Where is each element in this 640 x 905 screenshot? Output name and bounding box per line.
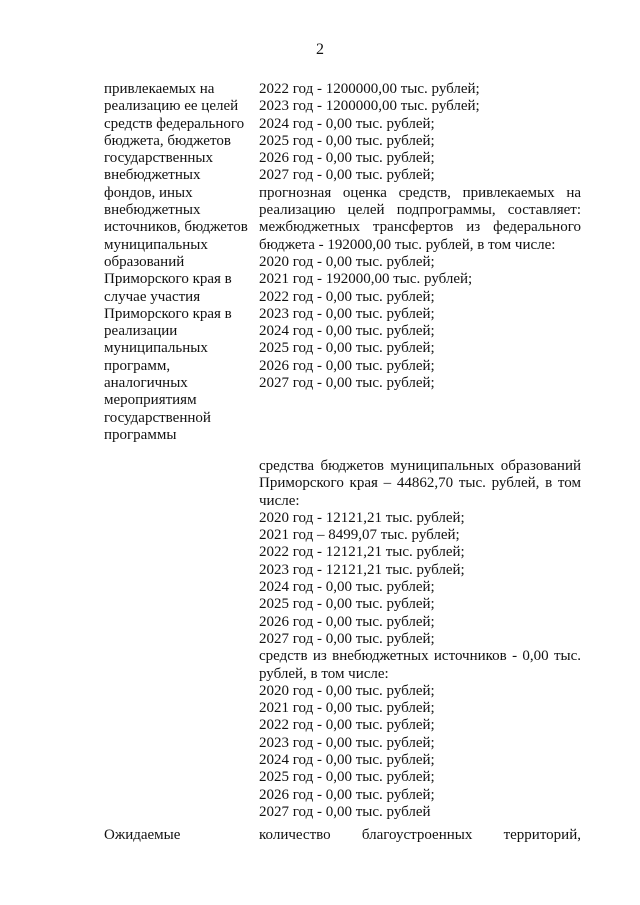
funding-year-line: 2020 год - 12121,21 тыс. рублей;	[259, 509, 465, 526]
left-label-line: фондов, иных	[104, 184, 193, 201]
funding-year-line: 2022 год - 12121,21 тыс. рублей;	[259, 544, 465, 561]
funding-year-line: 2022 год - 0,00 тыс. рублей;	[259, 288, 435, 305]
funding-block-federal	[259, 81, 581, 392]
left-label-line: аналогичных	[104, 375, 188, 392]
left-label-line: мероприятиям	[104, 392, 197, 409]
funding-year-line: 2020 год - 0,00 тыс. рублей;	[259, 682, 435, 699]
left-label-line: реализацию ее целей	[104, 98, 239, 115]
funding-year-line: 2023 год - 1200000,00 тыс. рублей;	[259, 98, 480, 115]
funding-year-line: 2025 год - 0,00 тыс. рублей;	[259, 769, 435, 786]
funding-year-line: 2025 год - 0,00 тыс. рублей;	[259, 132, 435, 149]
municipal-paragraph: средства бюджетов муниципальных образований Приморского края – 44862,70 тыс. рублей, в том числе:	[259, 458, 581, 509]
funding-year-line: 2022 год - 0,00 тыс. рублей;	[259, 717, 435, 734]
funding-year-line: 2024 год - 0,00 тыс. рублей;	[259, 323, 435, 340]
extrabudget-paragraph: средств из внебюджетных источников - 0,00 тыс. рублей, в том числе:	[259, 648, 581, 682]
funding-year-line: 2021 год - 192000,00 тыс. рублей;	[259, 271, 473, 288]
funding-year-line: 2027 год - 0,00 тыс. рублей	[259, 803, 431, 820]
left-label-line: программ,	[104, 357, 171, 374]
funding-year-line: 2022 год - 1200000,00 тыс. рублей;	[259, 81, 480, 97]
left-column-label	[104, 81, 254, 444]
left-label-line: Приморского края в	[104, 271, 232, 288]
funding-year-line: 2023 год - 12121,21 тыс. рублей;	[259, 561, 465, 578]
left-label-line: средств федерального	[104, 115, 245, 132]
left-label-line: государственной	[104, 409, 211, 426]
left-label-line: Приморского края в	[104, 305, 232, 322]
left-label-line: образований	[104, 253, 185, 270]
expected-results-text: количество благоустроенных территорий,	[259, 827, 581, 843]
funding-year-line: 2026 год - 0,00 тыс. рублей;	[259, 613, 435, 630]
left-label-line: программы	[104, 426, 177, 443]
left-label-line: муниципальных	[104, 236, 208, 253]
funding-year-line: 2021 год – 8499,07 тыс. рублей;	[259, 527, 460, 544]
left-label-line: случае участия	[104, 288, 201, 305]
funding-year-line: 2025 год - 0,00 тыс. рублей;	[259, 340, 435, 357]
expected-results-label: Ожидаемые	[104, 827, 181, 843]
funding-year-line: 2020 год - 0,00 тыс. рублей;	[259, 253, 435, 270]
funding-year-line: 2023 год - 0,00 тыс. рублей;	[259, 734, 435, 751]
left-label-line: государственных	[104, 150, 213, 167]
left-label-line: муниципальных	[104, 340, 208, 357]
funding-block-municipal	[259, 458, 581, 821]
funding-year-line: 2024 год - 0,00 тыс. рублей;	[259, 752, 435, 769]
left-label-line: источников, бюджетов	[104, 219, 248, 236]
funding-year-line: 2023 год - 0,00 тыс. рублей;	[259, 305, 435, 322]
funding-year-line: 2027 год - 0,00 тыс. рублей;	[259, 375, 435, 392]
left-label-line: реализации	[104, 323, 178, 340]
left-label-line: привлекаемых на	[104, 81, 215, 97]
funding-year-line: 2026 год - 0,00 тыс. рублей;	[259, 786, 435, 803]
funding-year-line: 2027 год - 0,00 тыс. рублей;	[259, 630, 435, 647]
funding-year-line: 2026 год - 0,00 тыс. рублей;	[259, 150, 435, 167]
left-label-line: внебюджетных	[104, 167, 201, 184]
funding-year-line: 2025 год - 0,00 тыс. рублей;	[259, 596, 435, 613]
funding-year-line: 2026 год - 0,00 тыс. рублей;	[259, 357, 435, 374]
forecast-paragraph: прогнозная оценка средств, привлекаемых на реализацию целей подпрограммы, составляет: межбюджетных трансфертов из федерального бюджета - 192000,00 тыс. рублей, в том числе:	[259, 184, 581, 253]
funding-year-line: 2021 год - 0,00 тыс. рублей;	[259, 700, 435, 717]
funding-year-line: 2024 год - 0,00 тыс. рублей;	[259, 579, 435, 596]
left-label-line: внебюджетных	[104, 202, 201, 219]
page-number: 2	[316, 41, 324, 58]
funding-year-line: 2024 год - 0,00 тыс. рублей;	[259, 115, 435, 132]
left-label-line: бюджета, бюджетов	[104, 132, 231, 149]
funding-year-line: 2027 год - 0,00 тыс. рублей;	[259, 167, 435, 184]
